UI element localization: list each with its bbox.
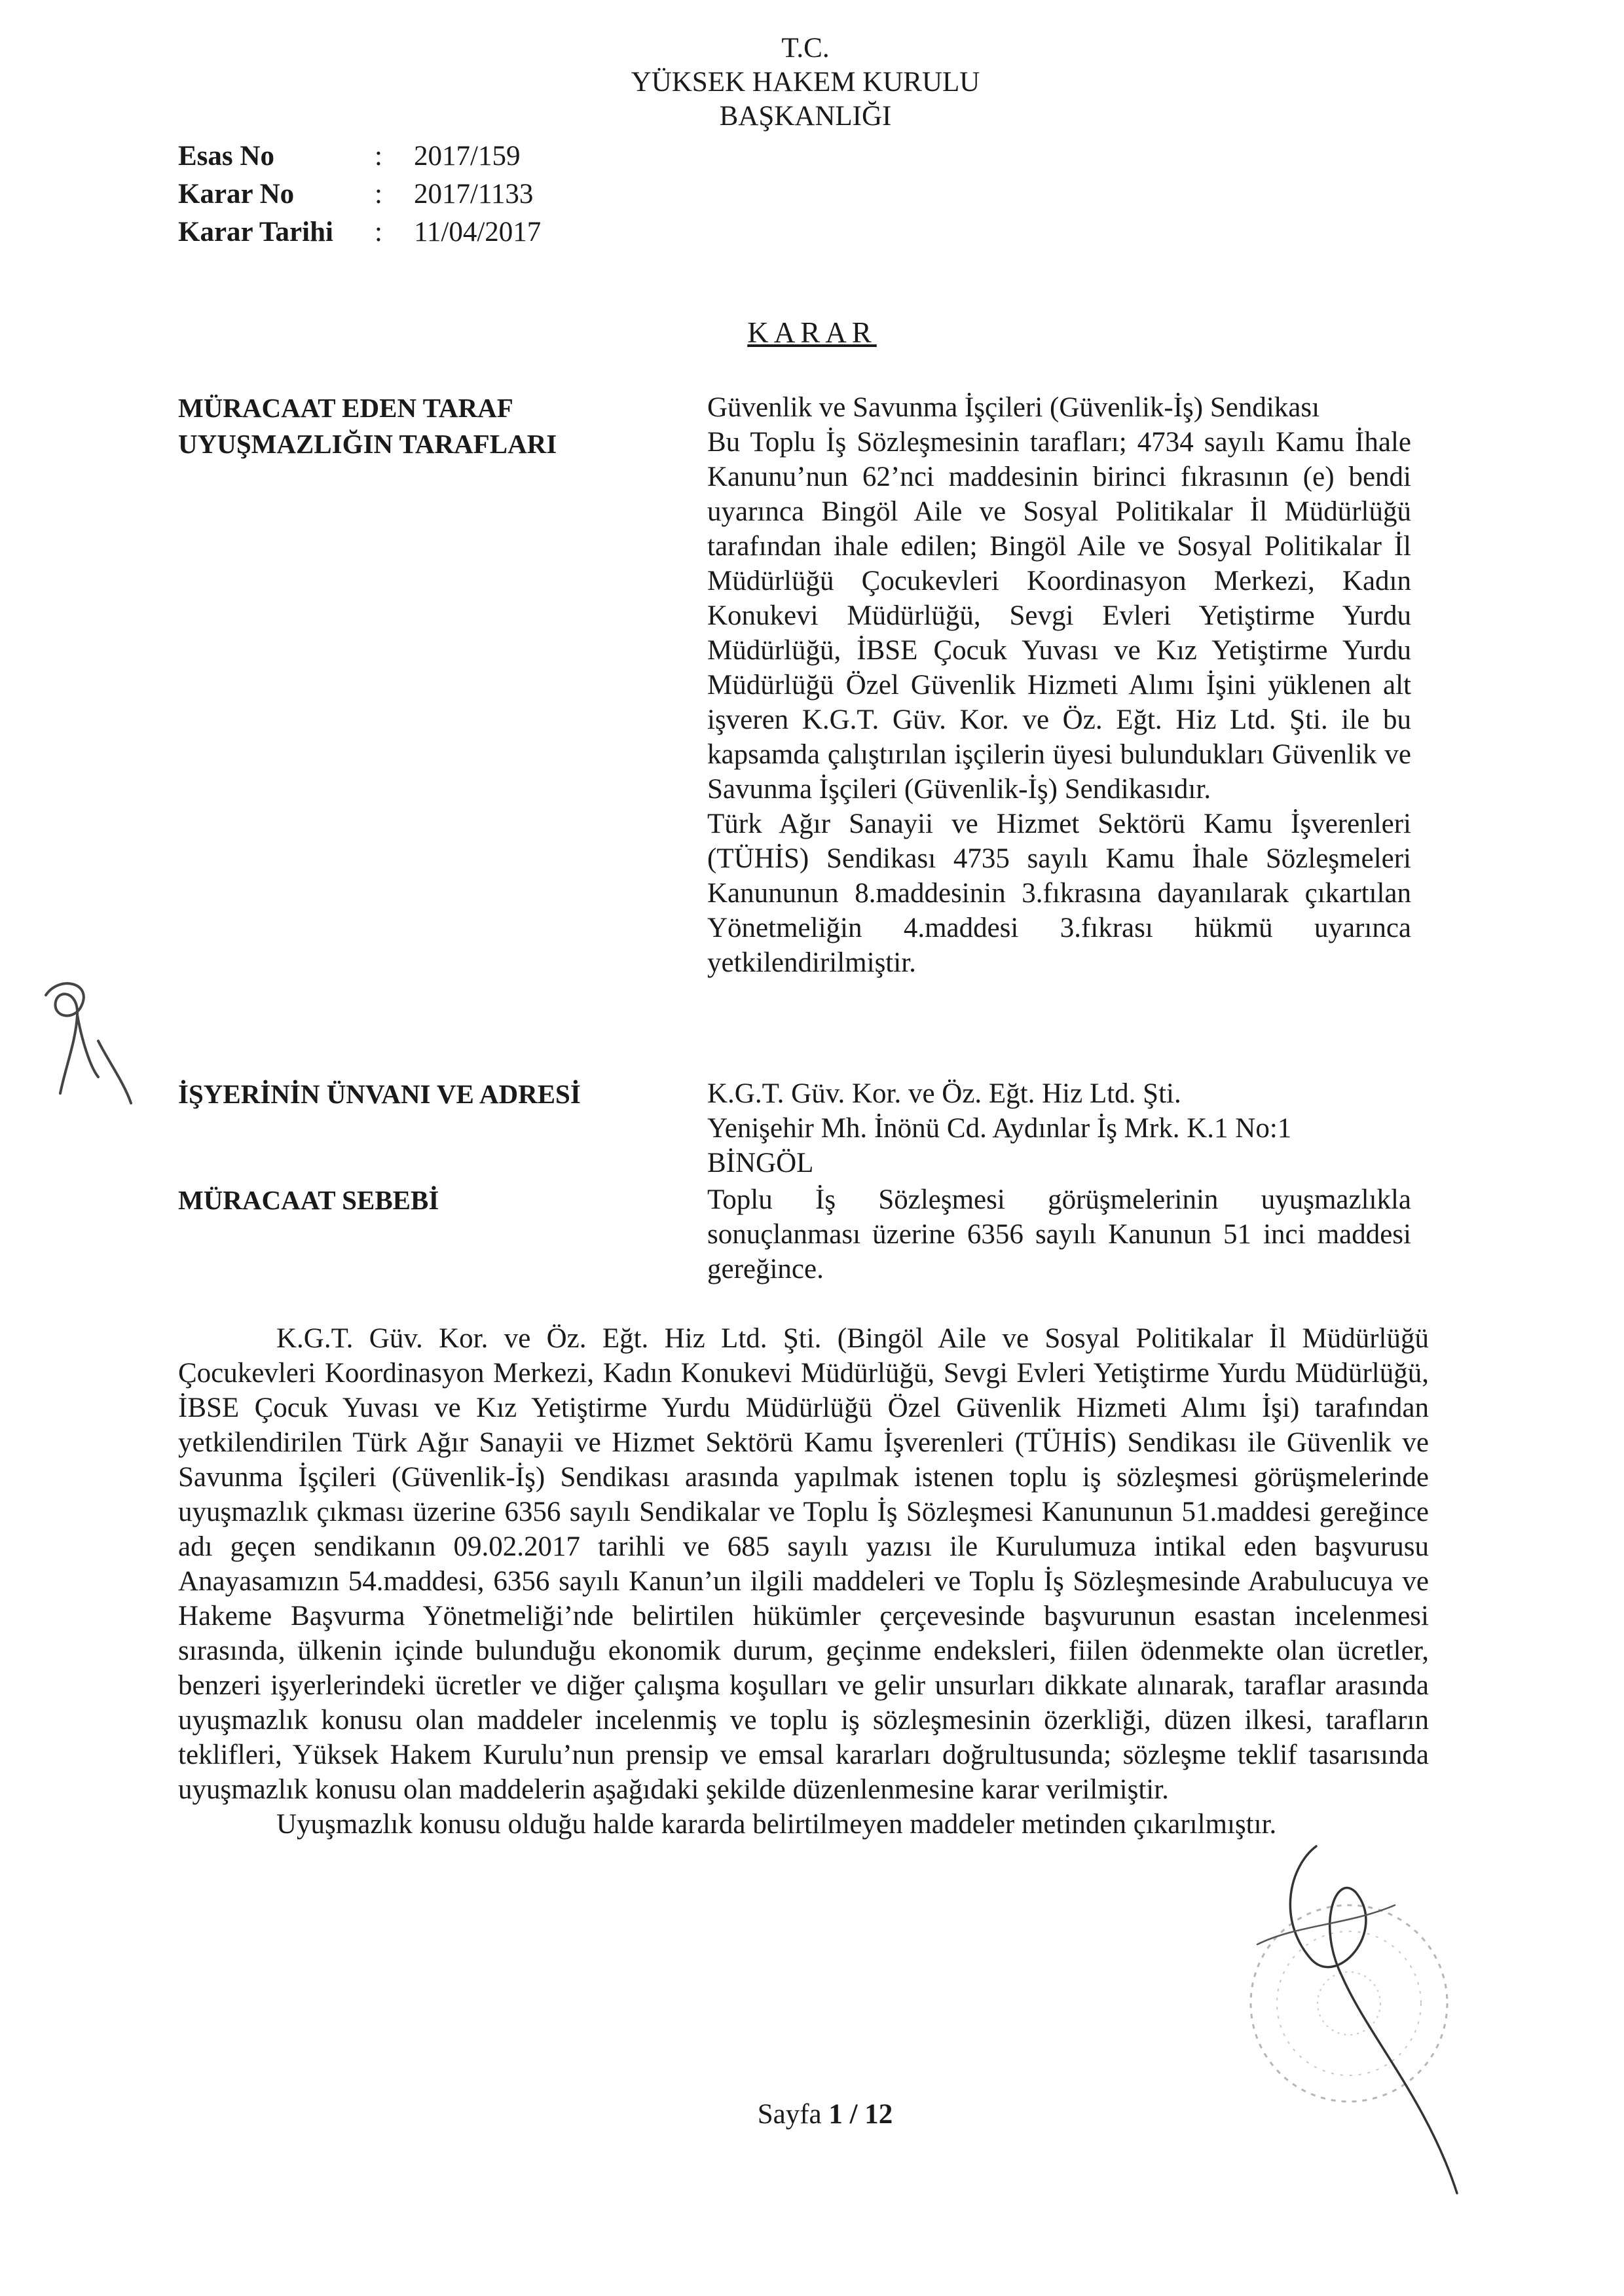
workplace-label: İŞYERİNİN ÜNVANI VE ADRESİ (178, 1079, 581, 1109)
body-paragraph: K.G.T. Güv. Kor. ve Öz. Eğt. Hiz Ltd. Şti. (Bingöl Aile ve Sosyal Politikalar İl Müdürlüğü Çocukevleri Koordinasyon Merkezi, Kadın Konukevi Müdürlüğü, Sevgi Evleri Yetiştirme Yurdu Müdürlüğü, İBSE Çocuk Yuvası ve Kız Yetiştirme Yurdu Müdürlüğü Özel Güvenlik Hizmeti Alımı İşi) tarafından yetkilendirilen Türk Ağır Sanayii ve Hizmet Sektörü Kamu İşverenleri (TÜHİS) Sendikası ile Güvenlik ve Savunma İşçileri (Güvenlik-İş) Sendikası arasında yapılmak istenen toplu iş sözleşmesi görüşmelerinde uyuşmazlık çıkması üzerine 6356 sayılı Sendikalar ve Toplu İş Sözleşmesi Kanununun 51.maddesi gereğince adı geçen sendikanın 09.02.2017 tarihli ve 685 sayılı yazısı ile Kurulumuza intikal eden başvurusu Anayasamızın 54.maddesi, 6356 sayılı Kanun’un ilgili maddeleri ve Toplu İş Sözleşmesinde Arabulucuya ve Hakeme Başvurma Yönetmeliği’nde belirtilen hükümler çerçevesinde başvurunun esastan incelenmesi sırasında, ülkenin içinde bulunduğu ekonomik durum, geçinme endeksleri, fiilen ödenmekte olan ücretler, benzeri işyerlerindeki ücretler ve diğer çalışma koşulları ve gelir unsurları dikkate alınarak, taraflar arasında uyuşmazlık konusu olan maddeler incelenmiş ve toplu iş sözleşmesinin özerkliği, düzen ilkesi, tarafların teklifleri, Yüksek Hakem Kurulu’nun prensip ve emsal kararları doğrultusunda; sözleşme teklif tasarısında uyuşmazlık konusu olan maddelerin aşağıdaki şekilde düzenlenmesine karar verilmiştir. (178, 1323, 1429, 1805)
meta-colon: : (375, 179, 382, 210)
meta-colon: : (375, 217, 382, 247)
header-institution: YÜKSEK HAKEM KURULU (631, 67, 980, 98)
meta-value: 2017/159 (414, 141, 521, 172)
decision-title: KARAR (747, 316, 877, 349)
meta-karar-tarihi (178, 213, 541, 251)
meta-label: Karar Tarihi (178, 217, 333, 247)
decision-body (178, 1321, 1429, 1842)
reason-label: MÜRACAAT SEBEBİ (178, 1185, 439, 1215)
meta-value: 2017/1133 (414, 179, 534, 210)
handwritten-initial (20, 969, 151, 1126)
workplace-address: Yenişehir Mh. İnönü Cd. Aydınlar İş Mrk. K.1 No:1 (707, 1113, 1292, 1144)
page-total: 12 (864, 2099, 893, 2130)
parties-block (707, 390, 1411, 980)
workplace-city: BİNGÖL (707, 1148, 814, 1178)
page-number: 1 (828, 2099, 843, 2130)
meta-esas-no (178, 137, 541, 175)
reason-block (707, 1182, 1411, 1286)
meta-karar-no (178, 175, 541, 213)
official-seal-and-signature (1218, 1827, 1493, 2219)
parties-value-1: Bu Toplu İş Sözleşmesinin tarafları; 4734 sayılı Kamu İhale Kanunu’nun 62’nci maddesinin birinci fıkrasının (e) bendi uyarınca Bingöl Aile ve Sosyal Politikalar İl Müdürlüğü tarafından ihale edilen; Bingöl Aile ve Sosyal Politikalar İl Müdürlüğü Çocukevleri Koordinasyon Merkezi, Kadın Konukevi Müdürlüğü, Sevgi Evleri Yetiştirme Yurdu Müdürlüğü, İBSE Çocuk Yuvası ve Kız Yetiştirme Yurdu Müdürlüğü Özel Güvenlik Hizmeti Alımı İşini yüklenen alt işveren K.G.T. Güv. Kor. ve Öz. Eğt. Hiz Ltd. Şti. ile bu kapsamda çalıştırılan işçilerin üyesi bulundukları Güvenlik ve Savunma İşçileri (Güvenlik-İş) Sendikasıdır. (707, 427, 1411, 805)
applicant-label: MÜRACAAT EDEN TARAF (178, 393, 513, 423)
meta-value: 11/04/2017 (414, 217, 542, 247)
header-country: T.C. (781, 33, 830, 64)
body-paragraph: Uyuşmazlık konusu olduğu halde kararda belirtilmeyen maddeler metinden çıkarılmıştır. (276, 1809, 1277, 1840)
meta-colon: : (375, 141, 382, 172)
parties-value-2: Türk Ağır Sanayii ve Hizmet Sektörü Kamu İşverenleri (TÜHİS) Sendikası 4735 sayılı Kamu İhale Sözleşmeleri Kanununun 8.maddesinin 3.fıkrasına dayanılarak çıkartılan Yönetmeliğin 4.maddesi 3.fıkrası hükmü uyarınca yetkilendirilmiştir. (707, 809, 1411, 978)
meta-label: Karar No (178, 179, 295, 210)
case-meta (178, 137, 541, 251)
document-header (524, 31, 1087, 134)
meta-label: Esas No (178, 141, 274, 172)
parties-label: UYUŞMAZLIĞIN TARAFLARI (178, 429, 557, 459)
page-footer (727, 2098, 923, 2130)
applicant-value: Güvenlik ve Savunma İşçileri (Güvenlik-İş) Sendikası (707, 392, 1320, 423)
page-label: Sayfa (757, 2099, 829, 2130)
reason-value: Toplu İş Sözleşmesi görüşmelerinin uyuşmazlıkla sonuçlanması üzerine 6356 sayılı Kanunun 51 inci maddesi gereğince. (707, 1184, 1411, 1285)
header-office: BAŞKANLIĞI (719, 101, 892, 132)
page-separator: / (842, 2099, 865, 2130)
workplace-name: K.G.T. Güv. Kor. ve Öz. Eğt. Hiz Ltd. Şti. (707, 1078, 1181, 1109)
workplace-block (707, 1076, 1411, 1180)
